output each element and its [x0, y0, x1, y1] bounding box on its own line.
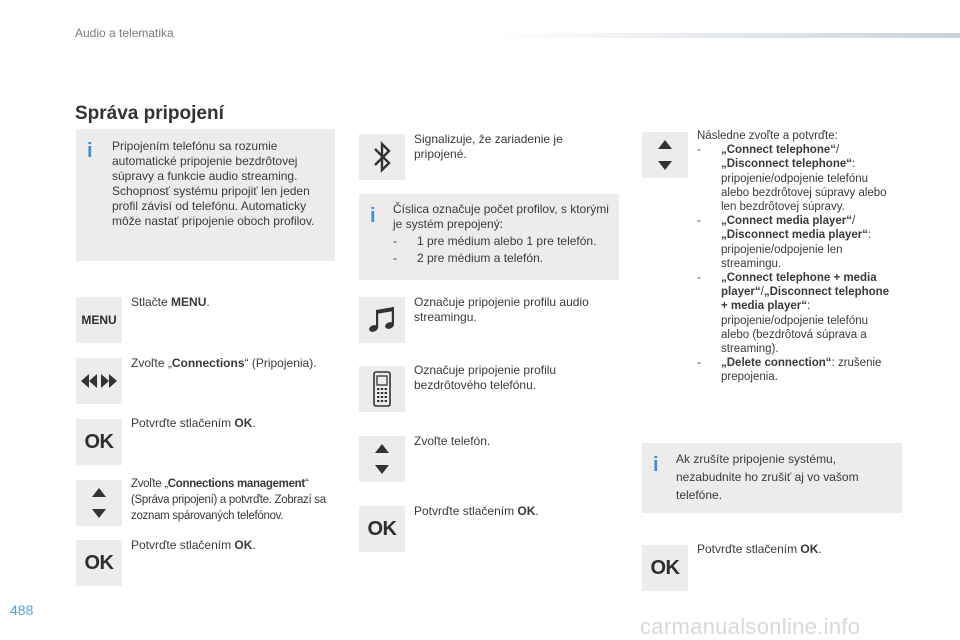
profiles-list — [393, 234, 615, 266]
ok-button-icon: OK — [642, 545, 688, 591]
list-item: - „Connect telephone“/„Disconnect telephone“: pripojenie/odpojenie telefónu alebo bezdrôtovej súpravy alebo len bezdrôtovej súpravy. — [697, 143, 897, 214]
list-item: - „Delete connection“: zrušenie prepojenia. — [697, 356, 897, 384]
info-delete-text: Ak zrušíte pripojenie systému, nezabudnite ho zrušiť aj vo vašom telefóne. — [676, 452, 859, 502]
bluetooth-icon — [359, 134, 405, 180]
page-number: 488 — [10, 602, 34, 618]
header-divider — [490, 33, 960, 38]
bluetooth-description: Signalizuje, že zariadenie je pripojené. — [414, 132, 563, 161]
left-right-arrows-icon — [76, 358, 122, 404]
up-down-arrows-icon — [76, 480, 122, 526]
info-icon: i — [87, 140, 93, 162]
mobile-phone-icon — [359, 366, 405, 412]
info-box-profiles — [359, 194, 619, 280]
options-list — [697, 143, 897, 384]
up-down-arrows-icon — [642, 132, 688, 178]
list-item: - „Connect telephone + media player“/„Disconnect telephone + media player“: pripojenie/odpojenie telefónu alebo (bezdrôtová súprava a streaming). — [697, 271, 897, 356]
music-note-icon — [359, 297, 405, 343]
ok-button-icon: OK — [359, 506, 405, 552]
step-confirm-ok-2: Potvrďte stlačením OK. — [131, 538, 256, 552]
section-header: Audio a telematika — [75, 26, 174, 40]
step-select-management: Zvoľte „Connections management“ (Správa pripojení) a potvrďte. Zobrazí sa zoznam spárovaných telefónov. — [131, 478, 326, 522]
list-item: - „Connect media player“/„Disconnect media player“: pripojenie/odpojenie len streamingu. — [697, 214, 897, 271]
step-select-phone: Zvoľte telefón. — [414, 434, 491, 448]
phone-profile-description: Označuje pripojenie profilu bezdrôtového telefónu. — [414, 363, 557, 392]
info-connection-text: Pripojením telefónu sa rozumie automatické pripojenie bezdrôtovej súpravy a funkcie audio streaming. Schopnosť systému pripojiť len jeden profil závisí od telefónu. Automaticky môže nastať pripojenie oboch profilov. — [112, 139, 315, 228]
list-item: - 1 pre médium alebo 1 pre telefón. — [393, 234, 615, 249]
list-item: - 2 pre médium a telefón. — [393, 251, 615, 266]
info-box-delete — [642, 443, 902, 513]
ok-button-icon: OK — [76, 540, 122, 586]
info-icon: i — [653, 454, 659, 476]
audio-profile-description: Označuje pripojenie profilu audio streamingu. — [414, 295, 589, 324]
step-press-menu: Stlačte MENU. — [131, 295, 210, 309]
up-down-arrows-icon — [359, 436, 405, 482]
menu-button-icon: MENU — [76, 297, 122, 343]
ok-button-icon: OK — [76, 419, 122, 465]
watermark: carmanualsonline.info — [640, 614, 861, 639]
step-confirm-ok-3: Potvrďte stlačením OK. — [414, 504, 539, 518]
info-profiles-text: Číslica označuje počet profilov, s ktorými je systém prepojený: - 1 pre médium alebo 1 pre telefón. - 2 pre médium a telefón. — [393, 202, 615, 266]
info-icon: i — [370, 205, 376, 227]
step-confirm-ok-4: Potvrďte stlačením OK. — [697, 542, 822, 556]
step-select-connections: Zvoľte „Connections“ (Pripojenia). — [131, 356, 317, 370]
info-box-connection — [76, 129, 335, 261]
step-confirm-ok-1: Potvrďte stlačením OK. — [131, 416, 256, 430]
connection-options: Následne zvoľte a potvrďte: - „Connect telephone“/„Disconnect telephone“: pripojenie/odpojenie telefónu alebo bezdrôtovej súpravy alebo len bezdrôtovej súpravy. - „Connect media player“/„Disconnect media player“: pripojenie/odpojenie len streamingu. - „Connect telephone + media player“/„Disconnect telephone + media player“: pripojenie/odpojenie telefónu alebo (bezdrôtová súprava a streaming). - „Delete connection“: zrušenie prepojenia. — [697, 129, 897, 385]
page-title: Správa pripojení — [75, 103, 224, 124]
